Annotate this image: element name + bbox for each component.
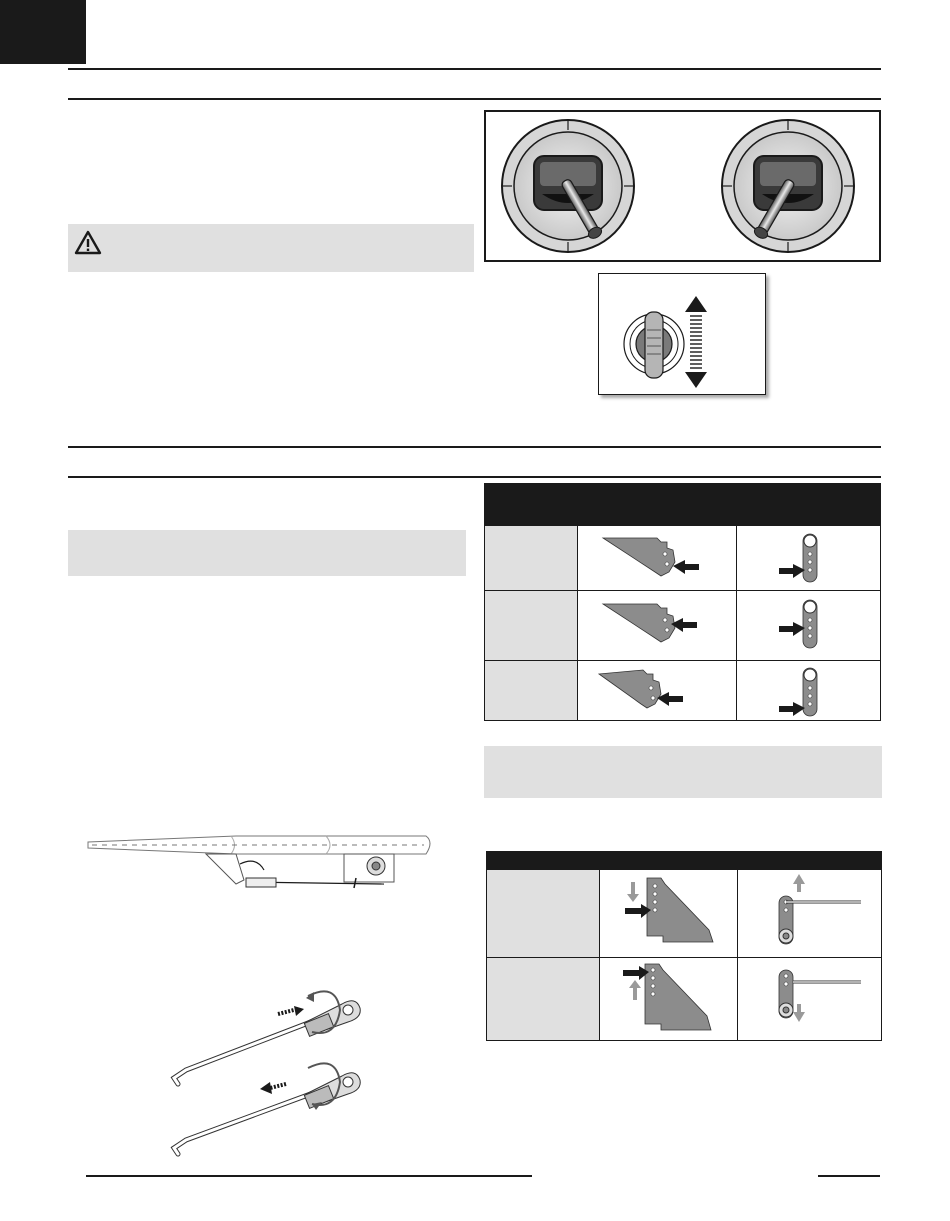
direction-table-header <box>487 852 881 870</box>
section-header-rule <box>68 98 881 100</box>
transmitter-gimbal-illustration <box>484 110 881 262</box>
direction-horn-row-2 <box>603 960 723 1040</box>
control-horn-row-2 <box>595 598 715 652</box>
servo-arm-row-1 <box>775 530 855 586</box>
trim-switch-illustration <box>598 273 766 395</box>
section-2-header-rule <box>68 476 881 478</box>
warning-triangle-icon <box>74 230 102 256</box>
note-box-right <box>484 746 882 798</box>
footer-rule <box>86 1175 532 1177</box>
servo-direction-table <box>486 851 882 1041</box>
clevis-adjustment-illustration <box>166 982 366 1162</box>
section-top-rule <box>68 68 881 70</box>
right-gimbal <box>722 120 854 252</box>
linkage-table-label-column <box>485 526 577 720</box>
servo-arm-row-2 <box>775 596 855 652</box>
direction-table-label-column <box>487 870 599 1040</box>
aileron-linkage-illustration <box>86 828 436 900</box>
direction-servo-row-2 <box>769 964 869 1044</box>
section-2-top-rule <box>68 446 881 448</box>
servo-arm-row-3 <box>775 664 855 720</box>
left-gimbal <box>502 120 634 252</box>
note-box-left <box>68 530 466 576</box>
linkage-table-header <box>485 484 880 526</box>
linkage-hole-table <box>484 483 881 721</box>
warning-box <box>68 224 474 272</box>
control-horn-row-3 <box>595 664 715 718</box>
direction-servo-row-1 <box>769 872 869 952</box>
direction-horn-row-1 <box>617 874 727 954</box>
footer-page-rule <box>818 1175 880 1177</box>
control-horn-row-1 <box>595 532 715 586</box>
page-section-tab <box>0 0 86 64</box>
